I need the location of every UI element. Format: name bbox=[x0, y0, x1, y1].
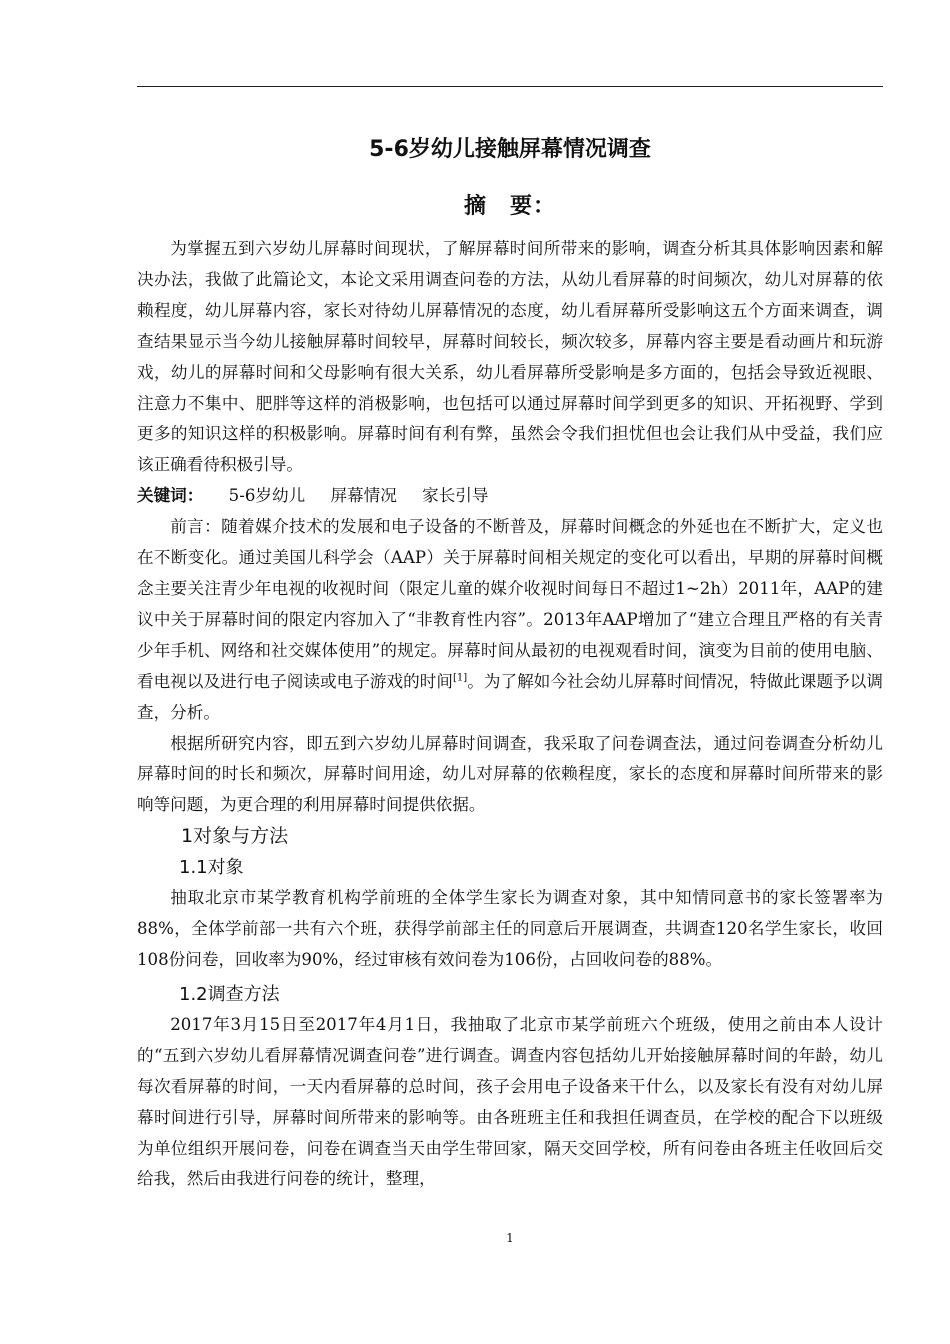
intro-text-end: 。为了解如今社会幼儿屏幕时间情况，特做此课题予以调查，分析。 bbox=[137, 671, 883, 722]
intro-paragraph bbox=[137, 512, 883, 728]
keywords-line bbox=[137, 481, 883, 512]
methods-paragraph: 2017年3月15日至2017年4月1日，我抽取了北京市某学前班六个班级，使用之前由本人设计的“五到六岁幼儿看屏幕情况调查问卷”进行调查。调查内容包括幼儿开始接触屏幕时间的年龄，幼儿每次看屏幕的时间，一天内看屏幕的总时间，孩子会用电子设备来干什么，以及家长有没有对幼儿屏幕时间进行引导，屏幕时间所带来的影响等。由各班班主任和我担任调查员，在学校的配合下以班级为单位组织开展问卷，问卷在调查当天由学生带回家，隔天交回学校，所有问卷由各班主任收回后交给我，然后由我进行问卷的统计，整理， bbox=[137, 1014, 883, 1189]
section-heading: 1对象与方法 bbox=[181, 825, 289, 848]
header-rule bbox=[137, 86, 883, 87]
citation-ref: [1] bbox=[453, 672, 468, 684]
abstract-heading: 摘 要： bbox=[463, 194, 556, 219]
abstract-paragraph: 为掌握五到六岁幼儿屏幕时间现状，了解屏幕时间所带来的影响，调查分析其具体影响因素和解决办法，我做了此篇论文，本论文采用调查问卷的方法，从幼儿看屏幕的时间频次，幼儿对屏幕的依赖程度，幼儿屏幕内容，家长对待幼儿屏幕情况的态度，幼儿看屏幕所受影响这五个方面来调查，调查结果显示当今幼儿接触屏幕时间较早，屏幕时间较长，频次较多，屏幕内容主要是看动画片和玩游戏，幼儿的屏幕时间和父母影响有很大关系，幼儿看屏幕所受影响是多方面的，包括会导致近视眼、注意力不集中、肥胖等这样的消极影响，也包括可以通过屏幕时间学到更多的知识、开拓视野、学到更多的知识这样的积极影响。屏幕时间有利有弊，虽然会令我们担忧但也会让我们从中受益，我们应该正确看待积极引导。 bbox=[137, 239, 883, 475]
paper-title: 5-6岁幼儿接触屏幕情况调查 bbox=[369, 137, 651, 162]
subsection-heading: 1.1对象 bbox=[179, 857, 244, 879]
page-number: 1 bbox=[506, 1231, 514, 1245]
subjects-paragraph: 抽取北京市某学教育机构学前班的全体学生家长为调查对象，其中知情同意书的家长签署率为88%，全体学前部一共有六个班，获得学前部主任的同意后开展调查，共调查120名学生家长，收回108份问卷，回收率为90%，经过审核有效问卷为106份，占回收问卷的88%。 bbox=[137, 888, 883, 970]
keywords-label: 关键词： bbox=[137, 486, 204, 506]
keyword-item: 5-6岁幼儿 bbox=[228, 486, 306, 506]
body-text bbox=[137, 234, 883, 1195]
subsection-heading: 1.2调查方法 bbox=[179, 983, 280, 1005]
method-intro-paragraph: 根据所研究内容，即五到六岁幼儿屏幕时间调查，我采取了问卷调查法，通过问卷调查分析幼儿屏幕时间的时长和频次，屏幕时间用途，幼儿对屏幕的依赖程度，家长的态度和屏幕时间所带来的影响等问题，为更合理的利用屏幕时间提供依据。 bbox=[137, 733, 883, 815]
keyword-item: 屏幕情况 bbox=[330, 486, 397, 506]
intro-text: 前言：随着媒介技术的发展和电子设备的不断普及，屏幕时间概念的外延也在不断扩大，定义也在不断变化。通过美国儿科学会（AAP）关于屏幕时间相关规定的变化可以看出，早期的屏幕时间概念主要关注青少年电视的收视时间（限定儿童的媒介收视时间每日不超过1~2h）2011年，AAP的建议中关于屏幕时间的限定内容加入了“非教育性内容”。2013年AAP增加了“建立合理且严格的有关青少年手机、网络和社交媒体使用”的规定。屏幕时间从最初的电视观看时间，演变为目前的使用电脑、看电视以及进行电子阅读或电子游戏的时间 bbox=[137, 517, 883, 691]
keyword-item: 家长引导 bbox=[422, 486, 489, 506]
